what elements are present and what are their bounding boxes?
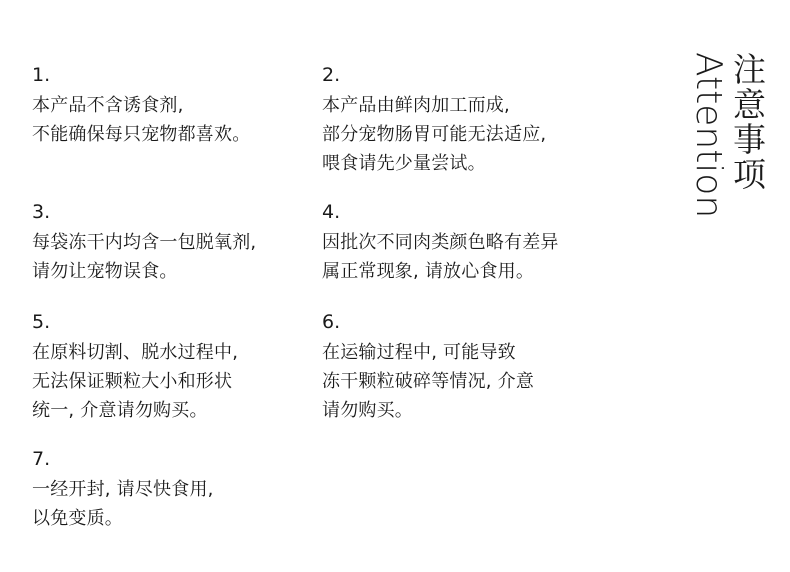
note-number: 6. <box>322 311 341 333</box>
note-line: 不能确保每只宠物都喜欢。 <box>32 124 251 145</box>
note-line: 本产品不含诱食剂, <box>32 95 184 116</box>
note-line: 冻干颗粒破碎等情况, 介意 <box>322 371 535 392</box>
note-item-5 <box>32 310 312 425</box>
note-number: 3. <box>32 201 51 223</box>
note-item-2 <box>322 63 602 178</box>
note-number: 4. <box>322 201 341 223</box>
note-item-1 <box>32 63 312 149</box>
note-line: 因批次不同肉类颜色略有差异 <box>322 232 559 253</box>
note-line: 每袋冻干内均含一包脱氧剂, <box>32 232 257 253</box>
note-line: 喂食请先少量尝试。 <box>322 153 486 174</box>
attention-heading <box>688 52 767 219</box>
note-line: 在运输过程中, 可能导致 <box>322 342 516 363</box>
note-line: 统一, 介意请勿购买。 <box>32 400 208 421</box>
note-line: 请勿让宠物误食。 <box>32 261 178 282</box>
attention-heading-en: Attention <box>688 52 729 219</box>
note-number: 2. <box>322 64 341 86</box>
note-line: 本产品由鲜肉加工而成, <box>322 95 510 116</box>
note-line: 部分宠物肠胃可能无法适应, <box>322 124 547 145</box>
note-item-4 <box>322 200 602 286</box>
note-line: 在原料切割、脱水过程中, <box>32 342 239 363</box>
note-line: 请勿购买。 <box>322 400 413 421</box>
note-number: 7. <box>32 448 51 470</box>
note-item-6 <box>322 310 602 425</box>
note-line: 无法保证颗粒大小和形状 <box>32 371 233 392</box>
note-line: 以免变质。 <box>32 508 123 529</box>
note-number: 5. <box>32 311 51 333</box>
attention-heading-cn: 注意事项 <box>728 52 767 192</box>
note-item-7 <box>32 447 312 533</box>
note-number: 1. <box>32 64 51 86</box>
note-line: 属正常现象, 请放心食用。 <box>322 261 535 282</box>
note-item-3 <box>32 200 312 286</box>
note-line: 一经开封, 请尽快食用, <box>32 479 214 500</box>
